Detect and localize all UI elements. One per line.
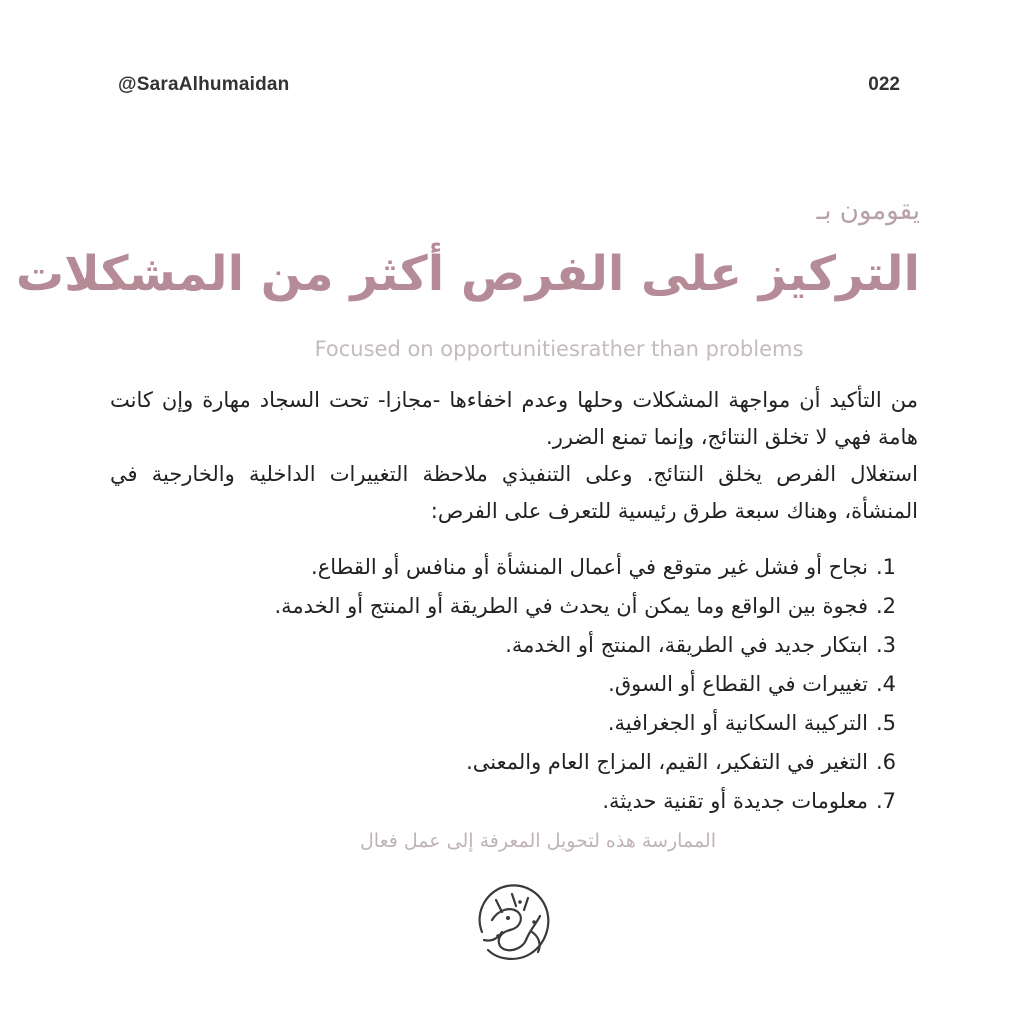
paragraph-2: استغلال الفرص يخلق النتائج. وعلى التنفيذي ملاحظة التغييرات الداخلية والخارجية في المنشأة، وهناك سبعة طرق رئيسية للتعرف على الفرص: (110, 462, 918, 523)
list-item-number: 4. (875, 672, 896, 696)
list-item (136, 626, 896, 665)
logo-icon (462, 872, 562, 972)
english-subtitle: Focused on opportunitiesrather than problems (314, 337, 804, 361)
list-item-text: فجوة بين الواقع وما يمكن أن يحدث في الطريقة أو المنتج أو الخدمة. (274, 594, 868, 618)
kicker-text: يقومون بـ (816, 196, 920, 226)
footer-note: الممارسة هذه لتحويل المعرفة إلى عمل فعال (360, 830, 716, 852)
body-text (110, 382, 918, 530)
opportunity-list (136, 548, 896, 821)
list-item-text: تغييرات في القطاع أو السوق. (608, 672, 868, 696)
list-item-number: 7. (875, 789, 896, 813)
list-item-number: 1. (875, 555, 896, 579)
page-number: 022 (868, 74, 900, 95)
list-item-text: التركيبة السكانية أو الجغرافية. (607, 711, 868, 735)
author-handle: @SaraAlhumaidan (118, 74, 290, 95)
list-item (136, 782, 896, 821)
list-item-text: نجاح أو فشل غير متوقع في أعمال المنشأة أو منافس أو القطاع. (311, 555, 868, 579)
list-item-number: 5. (875, 711, 896, 735)
list-item (136, 665, 896, 704)
list-item-text: ابتكار جديد في الطريقة، المنتج أو الخدمة. (505, 633, 868, 657)
list-item-text: التغير في التفكير، القيم، المزاج العام والمعنى. (466, 750, 868, 774)
calligraphy-signature-logo (462, 872, 562, 972)
list-item-number: 2. (875, 594, 896, 618)
list-item (136, 704, 896, 743)
list-item (136, 743, 896, 782)
list-item-text: معلومات جديدة أو تقنية حديثة. (602, 789, 868, 813)
paragraph-1: من التأكيد أن مواجهة المشكلات وحلها وعدم اخفاءها -مجازا- تحت السجاد مهارة وإن كانت هامة فهي لا تخلق النتائج، وإنما تمنع الضرر. (110, 388, 918, 449)
page-title: التركيز على الفرص أكثر من المشكلات (15, 246, 920, 302)
list-item-number: 6. (875, 750, 896, 774)
list-item (136, 587, 896, 626)
list-item (136, 548, 896, 587)
list-item-number: 3. (875, 633, 896, 657)
